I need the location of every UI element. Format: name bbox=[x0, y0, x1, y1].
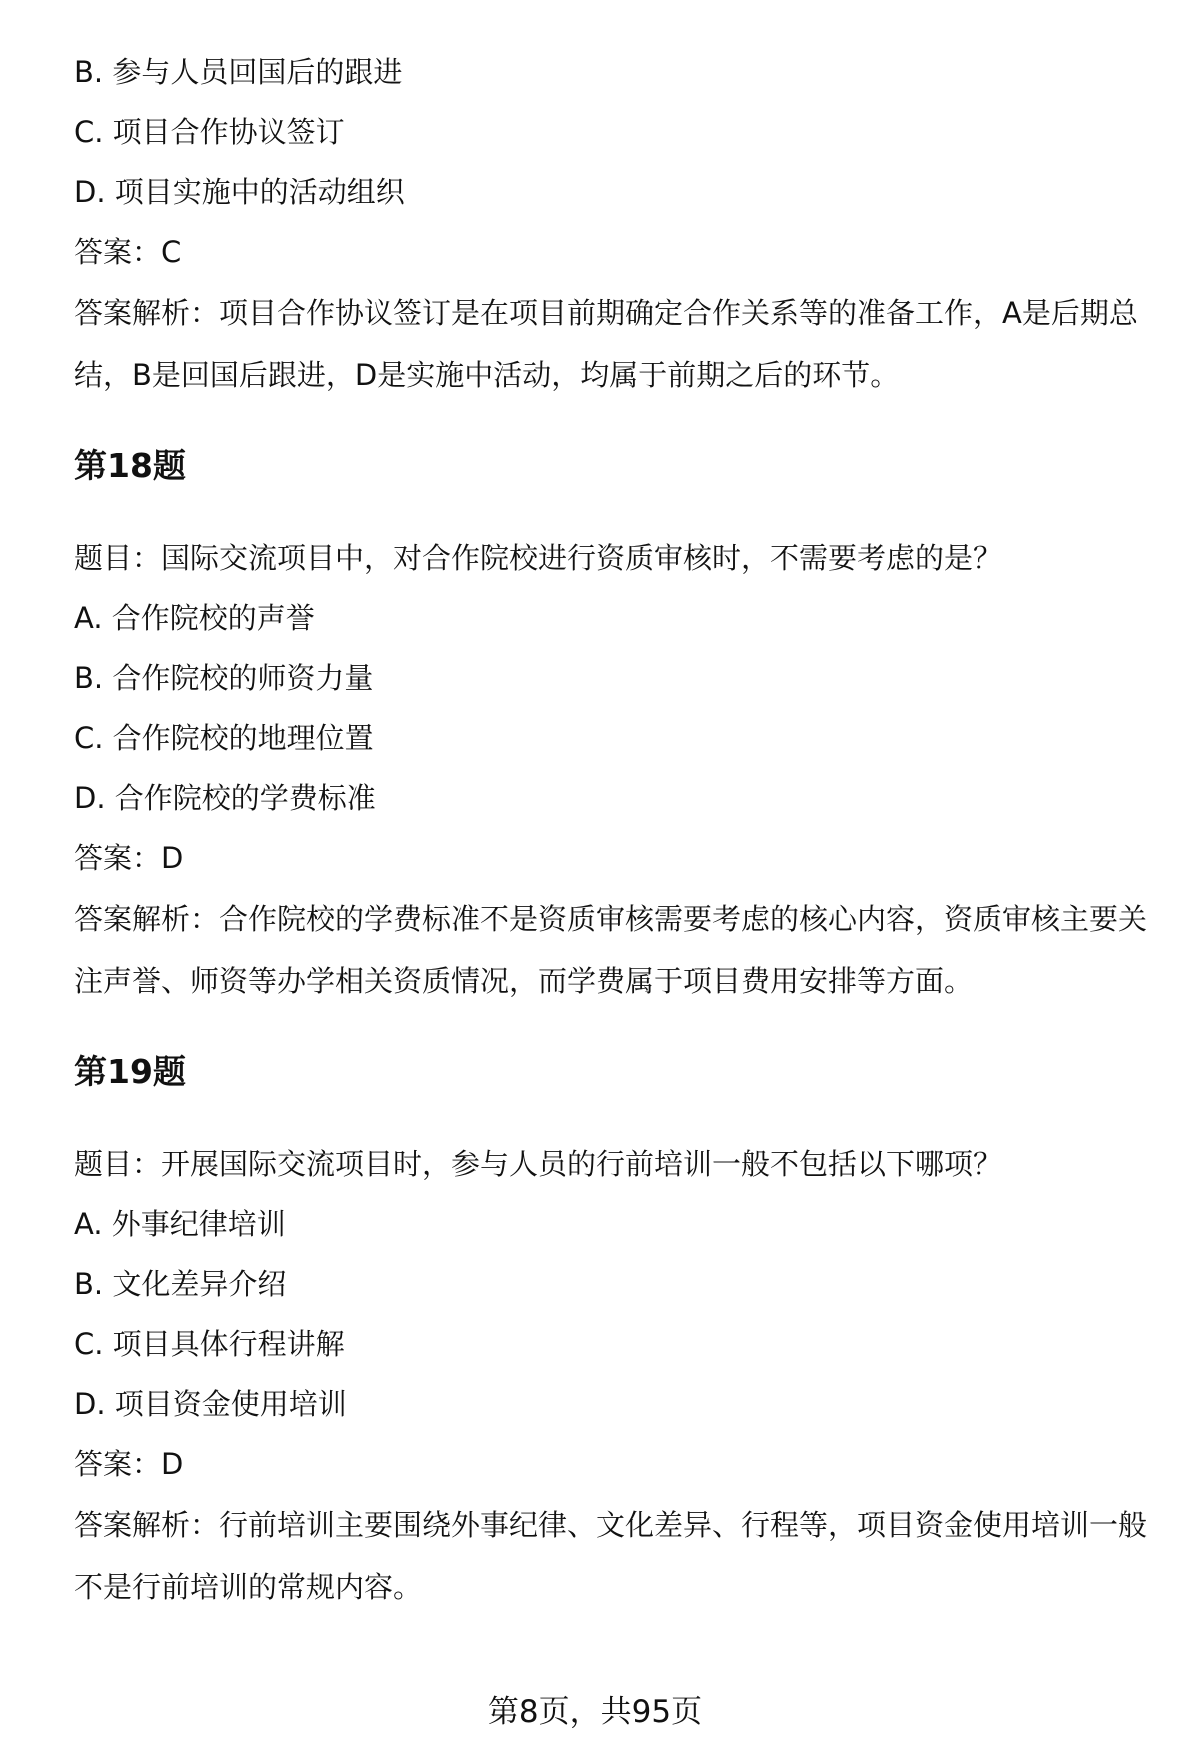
question-text: 题目：国际交流项目中，对合作院校进行资质审核时，不需要考虑的是？ bbox=[74, 541, 1003, 575]
question-heading: 第19题 bbox=[74, 1052, 186, 1091]
question-heading: 第18题 bbox=[74, 446, 186, 485]
prev-question-block bbox=[74, 42, 1154, 406]
option-d: D. 合作院校的学费标准 bbox=[74, 781, 376, 815]
option-a: A. 合作院校的声誉 bbox=[74, 601, 315, 635]
answer: 答案：C bbox=[74, 235, 182, 269]
option-b: B. 参与人员回国后的跟进 bbox=[74, 55, 403, 89]
option-a: A. 外事纪律培训 bbox=[74, 1207, 286, 1241]
answer: 答案：D bbox=[74, 841, 184, 875]
option-d: D. 项目实施中的活动组织 bbox=[74, 175, 405, 209]
option-c: C. 合作院校的地理位置 bbox=[74, 721, 374, 755]
answer: 答案：D bbox=[74, 1447, 184, 1481]
question-19-block bbox=[74, 1050, 1154, 1618]
option-d: D. 项目资金使用培训 bbox=[74, 1387, 347, 1421]
option-b: B. 文化差异介绍 bbox=[74, 1267, 287, 1301]
document-page bbox=[74, 42, 1154, 1618]
answer-explanation: 答案解析：行前培训主要围绕外事纪律、文化差异、行程等，项目资金使用培训一般不是行前培训的常规内容。 bbox=[74, 1508, 1148, 1604]
option-c: C. 项目合作协议签订 bbox=[74, 115, 345, 149]
page-footer: 第8页，共95页 bbox=[487, 1694, 703, 1730]
question-18-block bbox=[74, 444, 1154, 1012]
answer-explanation: 答案解析：合作院校的学费标准不是资质审核需要考虑的核心内容，资质审核主要关注声誉、师资等办学相关资质情况，而学费属于项目费用安排等方面。 bbox=[74, 902, 1148, 998]
answer-explanation: 答案解析：项目合作协议签订是在项目前期确定合作关系等的准备工作，A是后期总结，B是回国后跟进，D是实施中活动，均属于前期之后的环节。 bbox=[74, 296, 1138, 392]
question-text: 题目：开展国际交流项目时，参与人员的行前培训一般不包括以下哪项？ bbox=[74, 1147, 1003, 1181]
option-b: B. 合作院校的师资力量 bbox=[74, 661, 374, 695]
option-c: C. 项目具体行程讲解 bbox=[74, 1327, 345, 1361]
